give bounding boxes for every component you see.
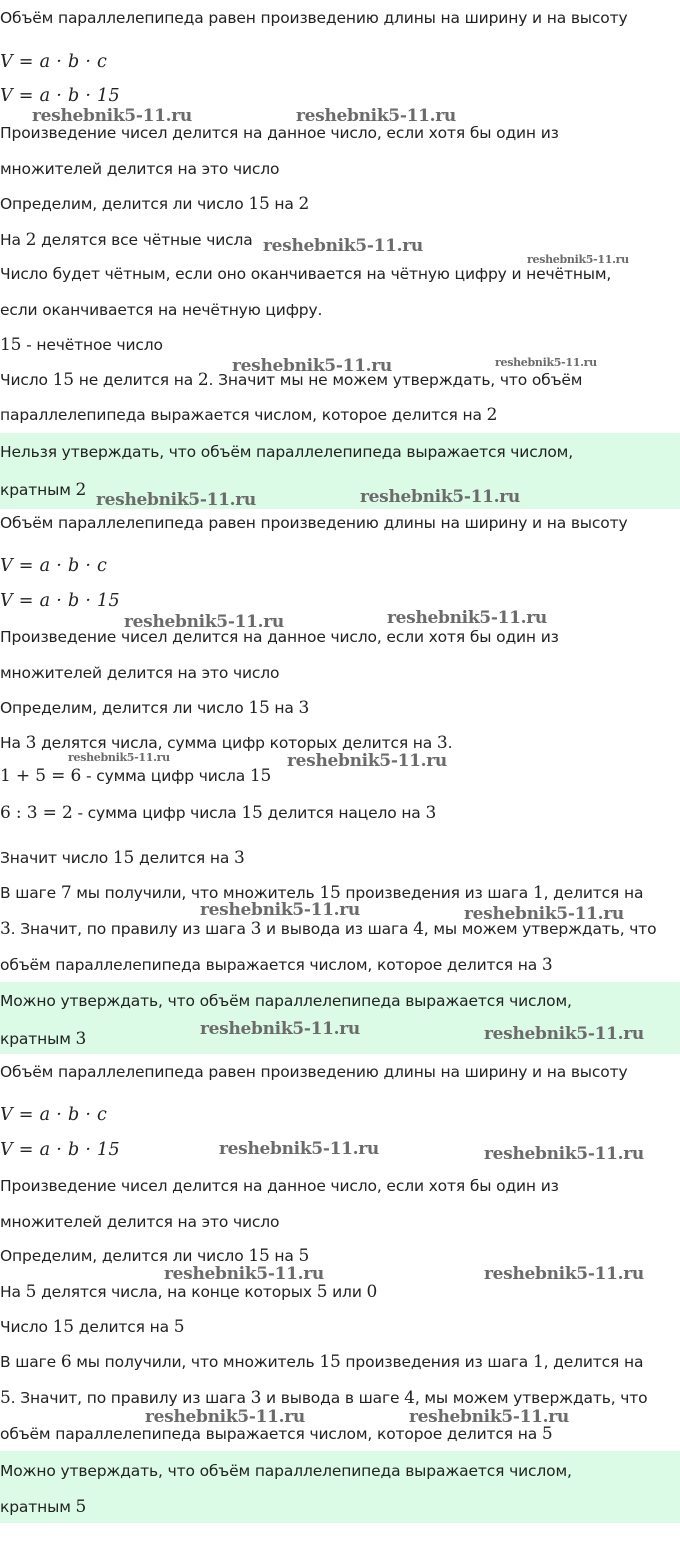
s3-formula-general: V = a · b · c (0, 1105, 108, 1125)
watermark: reshebnik5-11.ru (219, 1139, 379, 1159)
s2-formula-general: V = a · b · c (0, 556, 108, 576)
s3-volume-rule: Объём параллелепипеда равен произведению длины на ширину и на высоту (0, 1063, 628, 1081)
watermark: reshebnik5-11.ru (360, 487, 520, 507)
watermark: reshebnik5-11.ru (484, 1144, 644, 1164)
s3-inference: В шаге 6 мы получили, что множитель 15 произведения из шага 1, делится на (0, 1352, 644, 1372)
watermark: reshebnik5-11.ru (484, 1024, 644, 1044)
watermark: reshebnik5-11.ru (495, 356, 597, 369)
s3-inference-cont: 5. Значит, по правилу из шага 3 и вывода в шаге 4, мы можем утверждать, что (0, 1388, 648, 1408)
s1-check-line: Определим, делится ли число 15 на 2 (0, 194, 310, 214)
s1-even-rule: На 2 делятся все чётные числа (0, 230, 253, 250)
s1-conclusion-cont: кратным 2 (0, 480, 87, 500)
s1-divisibility-rule-cont: множителей делится на это число (0, 160, 280, 178)
watermark: reshebnik5-11.ru (287, 751, 447, 771)
s2-check-line: Определим, делится ли число 15 на 3 (0, 698, 310, 718)
s3-formula-substituted: V = a · b · 15 (0, 1140, 120, 1160)
watermark: reshebnik5-11.ru (527, 253, 629, 266)
watermark: reshebnik5-11.ru (96, 490, 256, 510)
s2-formula-substituted: V = a · b · 15 (0, 591, 120, 611)
watermark: reshebnik5-11.ru (464, 904, 624, 924)
s3-divisibility-rule-cont: множителей делится на это число (0, 1213, 280, 1231)
s2-inference: В шаге 7 мы получили, что множитель 15 произведения из шага 1, делится на (0, 883, 644, 903)
watermark: reshebnik5-11.ru (200, 1019, 360, 1039)
s2-divisibility-rule-cont: множителей делится на это число (0, 664, 280, 682)
s2-three-rule: На 3 делятся числа, сумма цифр которых делится на 3. (0, 733, 453, 753)
s1-formula-substituted: V = a · b · 15 (0, 86, 120, 106)
s3-five-rule: На 5 делятся числа, на конце которых 5 или 0 (0, 1282, 378, 1302)
s1-inference-cont: параллелепипеда выражается числом, которое делится на 2 (0, 405, 498, 425)
s2-inference-cont: 3. Значит, по правилу из шага 3 и вывода из шага 4, мы можем утверждать, что (0, 919, 657, 939)
watermark: reshebnik5-11.ru (164, 1264, 324, 1284)
s2-divisibility-rule: Произведение чисел делится на данное число, если хотя бы один из (0, 628, 559, 646)
watermark: reshebnik5-11.ru (296, 106, 456, 126)
s1-odd-note: 15 - нечётное число (0, 335, 163, 355)
s3-divisibility-rule: Произведение чисел делится на данное число, если хотя бы один из (0, 1177, 559, 1195)
s1-even-def-cont: если оканчивается на нечётную цифру. (0, 301, 323, 319)
s2-result: Значит число 15 делится на 3 (0, 848, 245, 868)
s3-conclusion-cont: кратным 5 (0, 1497, 87, 1517)
s3-check-line: Определим, делится ли число 15 на 5 (0, 1246, 310, 1266)
watermark: reshebnik5-11.ru (232, 356, 392, 376)
s1-volume-rule: Объём параллелепипеда равен произведению длины на ширину и на высоту (0, 9, 628, 27)
s2-conclusion-cont: кратным 3 (0, 1029, 87, 1049)
s2-inference-end: объём параллелепипеда выражается числом, которое делится на 3 (0, 955, 553, 975)
watermark: reshebnik5-11.ru (484, 1264, 644, 1284)
s2-conclusion: Можно утверждать, что объём параллелепипеда выражается числом, (0, 992, 572, 1010)
s1-inference: Число 15 не делится на 2. Значит мы не можем утверждать, что объём (0, 370, 583, 390)
watermark: reshebnik5-11.ru (124, 612, 284, 632)
watermark: reshebnik5-11.ru (409, 1407, 569, 1427)
s1-divisibility-rule: Произведение чисел делится на данное число, если хотя бы один из (0, 124, 559, 142)
s1-conclusion: Нельзя утверждать, что объём параллелепипеда выражается числом, (0, 443, 573, 461)
s1-even-def: Число будет чётным, если оно оканчивается на чётную цифру и нечётным, (0, 265, 612, 283)
s2-digit-sum-check: 6 : 3 = 2 - сумма цифр числа 15 делится нацело на 3 (0, 803, 437, 823)
watermark: reshebnik5-11.ru (145, 1407, 305, 1427)
watermark: reshebnik5-11.ru (32, 106, 192, 126)
watermark: reshebnik5-11.ru (200, 900, 360, 920)
s2-volume-rule: Объём параллелепипеда равен произведению длины на ширину и на высоту (0, 514, 628, 532)
watermark: reshebnik5-11.ru (263, 236, 423, 256)
watermark: reshebnik5-11.ru (387, 608, 547, 628)
s1-formula-general: V = a · b · c (0, 52, 108, 72)
watermark: reshebnik5-11.ru (68, 751, 170, 764)
s3-result: Число 15 делится на 5 (0, 1317, 185, 1337)
s3-inference-end: объём параллелепипеда выражается числом, которое делится на 5 (0, 1424, 553, 1444)
s2-digit-sum: 1 + 5 = 6 - сумма цифр числа 15 (0, 766, 272, 786)
s3-conclusion: Можно утверждать, что объём параллелепипеда выражается числом, (0, 1462, 572, 1480)
